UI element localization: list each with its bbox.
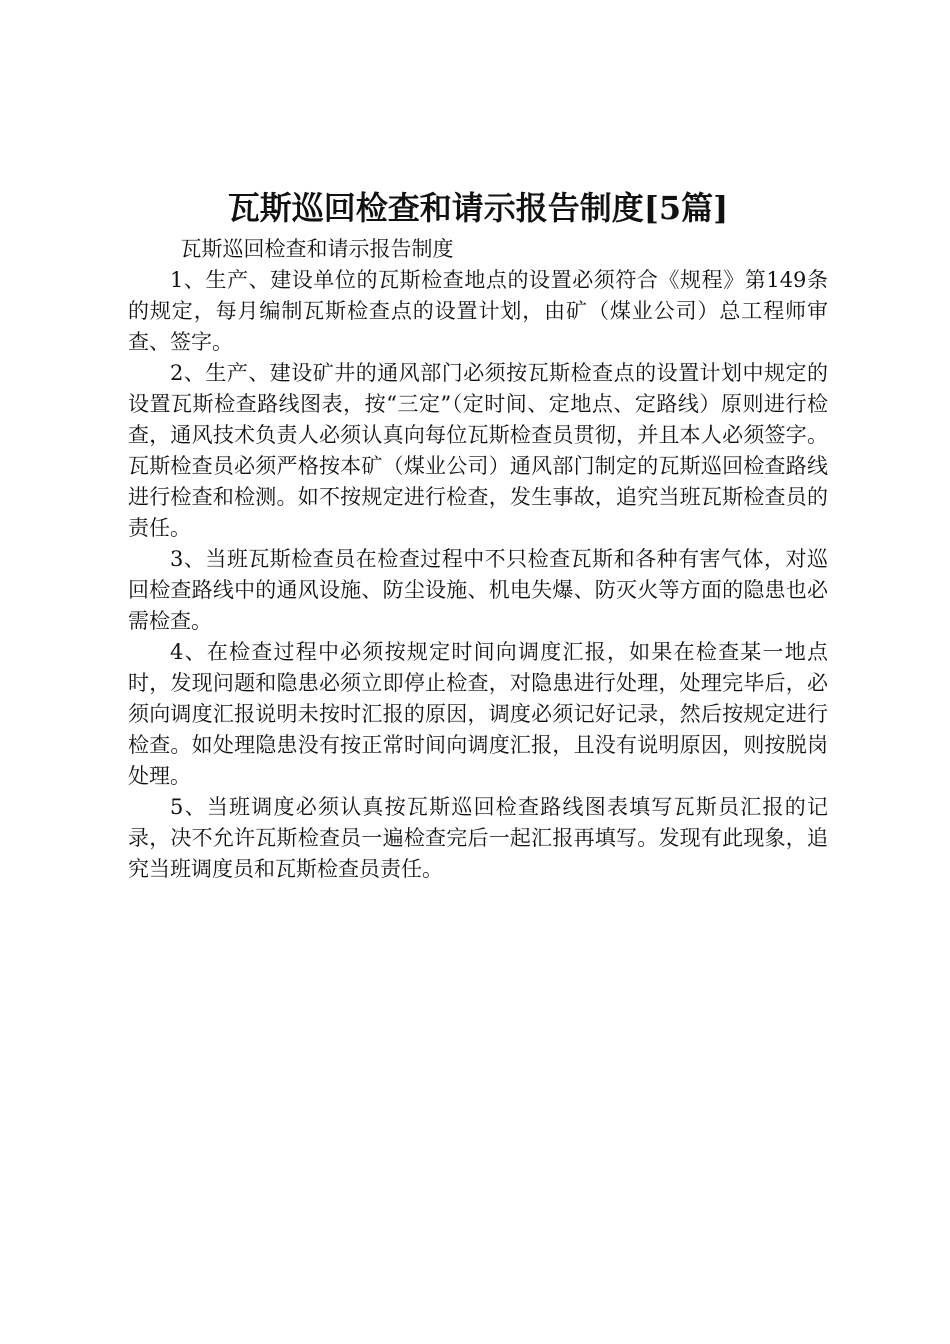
document-body xyxy=(128,186,828,885)
paragraph-2: 2、生产、建设矿井的通风部门必须按瓦斯检查点的设置计划中规定的设置瓦斯检查路线图表，按“三定”（定时间、定地点、定路线）原则进行检查，通风技术负责人必须认真向每位瓦斯检查员贯彻，并且本人必须签字。瓦斯检查员必须严格按本矿（煤业公司）通风部门制定的瓦斯巡回检查路线进行检查和检测。如不按规定进行检查，发生事故，追究当班瓦斯检查员的责任。 xyxy=(128,361,828,540)
document-title: 瓦斯巡回检查和请示报告制度[5篇] xyxy=(227,189,729,227)
document-subtitle: 瓦斯巡回检查和请示报告制度 xyxy=(180,237,454,261)
paragraph-5: 5、当班调度必须认真按瓦斯巡回检查路线图表填写瓦斯员汇报的记录，决不允许瓦斯检查员一遍检查完后一起汇报再填写。发现有此现象，追究当班调度员和瓦斯检查员责任。 xyxy=(128,795,828,881)
paragraph-3: 3、当班瓦斯检查员在检查过程中不只检查瓦斯和各种有害气体，对巡回检查路线中的通风设施、防尘设施、机电失爆、防灭火等方面的隐患也必需检查。 xyxy=(128,547,828,633)
paragraph-1: 1、生产、建设单位的瓦斯检查地点的设置必须符合《规程》第149条的规定，每月编制瓦斯检查点的设置计划，由矿（煤业公司）总工程师审查、签字。 xyxy=(128,268,828,354)
paragraph-4: 4、在检查过程中必须按规定时间向调度汇报，如果在检查某一地点时，发现问题和隐患必须立即停止检查，对隐患进行处理，处理完毕后，必须向调度汇报说明未按时汇报的原因，调度必须记好记录，然后按规定进行检查。如处理隐患没有按正常时间向调度汇报，且没有说明原因，则按脱岗处理。 xyxy=(128,640,828,788)
